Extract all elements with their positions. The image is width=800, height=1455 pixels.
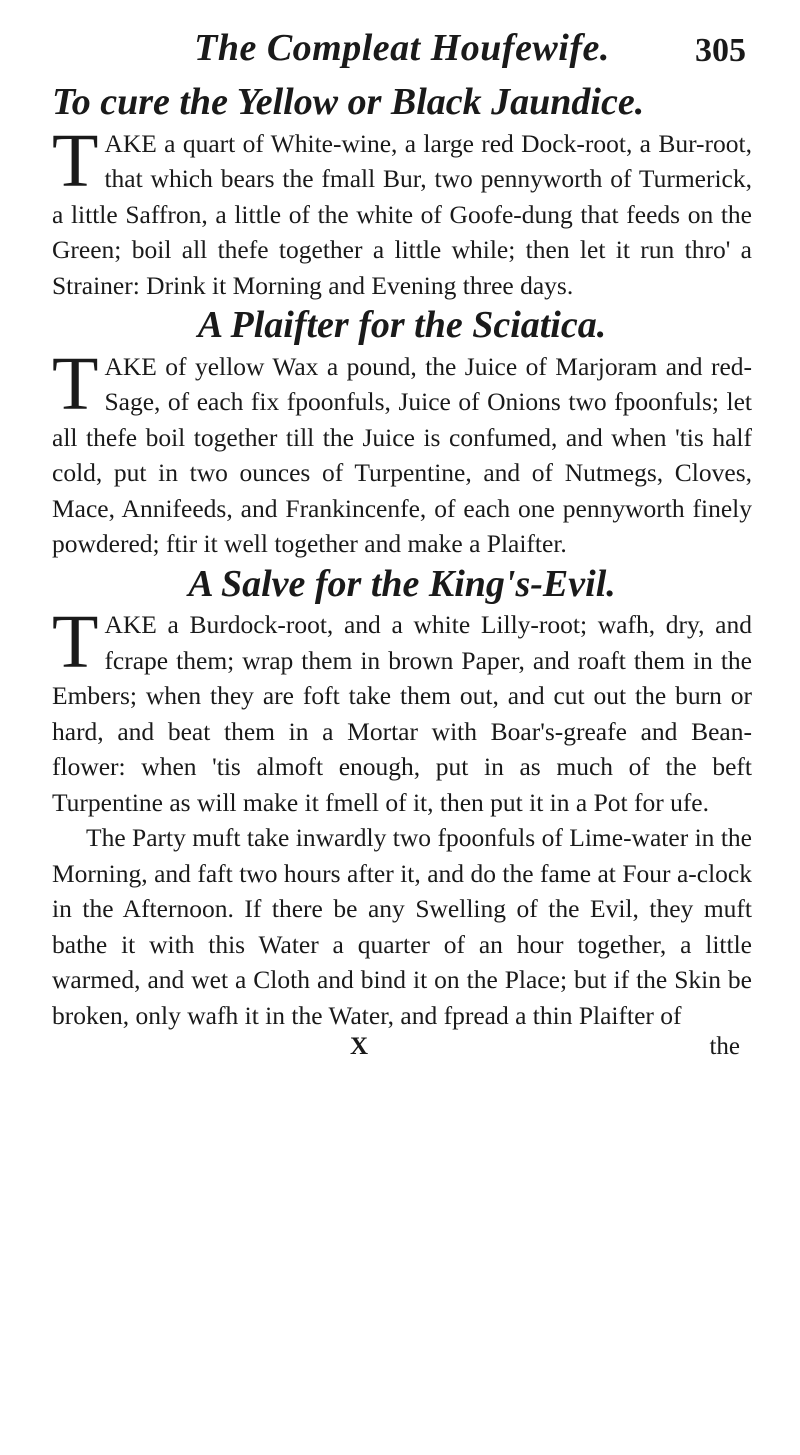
section-title: To cure the Yellow or Black Jaundice. <box>52 81 645 123</box>
running-title: The Compleat Houfewife. <box>194 27 610 69</box>
recipe-text: TAKE a Burdock-root, and a white Lilly-root; wafh, dry, and fcrape them; wrap them in brown Paper, and roaft them in the Embers; when they are foft take them out, and cut out the burn or hard, and beat them in a Mortar with Boar's-greafe and Bean-flower: when 'tis almoft enough, put in as much of the beft Turpentine as will make it fmell of it, then put it in a Pot for ufe. <box>52 600 752 817</box>
signature-mark: X <box>350 1033 369 1061</box>
recipe-text: TAKE a quart of White-wine, a large red Dock-root, a Bur-root, that which bears the fmall Bur, two pennyworth of Turmerick, a little Saffron, a little of the white of Goofe-dung that feeds on the Green; boil all thefe together a little while; then let it run thro' a Strainer: Drink it Morning and Evening three days. <box>52 118 752 300</box>
page-number: 305 <box>695 32 746 69</box>
recipe-kings-evil-salve <box>52 562 752 1034</box>
recipe-text: TAKE of yellow Wax a pound, the Juice of Marjoram and red-Sage, of each fix fpoonfuls, Juice of Onions two fpoonfuls; let all thefe boil together till the Juice is confumed, and when 'tis half cold, put in two ounces of Turpentine, and of Nutmegs, Cloves, Mace, Annifeeds, and Frankincenfe, of each one pennyworth finely powdered; ftir it well together and make a Plaifter. <box>52 341 752 559</box>
running-head <box>52 18 752 80</box>
recipe-sciatica-plaister <box>52 303 752 562</box>
recipe-jaundice <box>52 80 752 303</box>
recipe-text-continued: The Party muft take inwardly two fpoonfuls of Lime-water in the Morning, and faft two hours after it, and do the fame at Four a-clock in the Afternoon. If there be any Swelling of the Evil, they muft bathe it with this Water a quarter of an hour together, a little warmed, and wet a Cloth and bind it on the Place; but if the Skin be broken, only wafh it in the Water, and fpread a thin Plaifter of <box>52 823 752 1030</box>
page-footer <box>52 1033 752 1073</box>
section-title: A Salve for the King's-Evil. <box>188 562 616 605</box>
catchword: the <box>709 1033 740 1061</box>
section-title: A Plaifter for the Sciatica. <box>197 304 607 347</box>
